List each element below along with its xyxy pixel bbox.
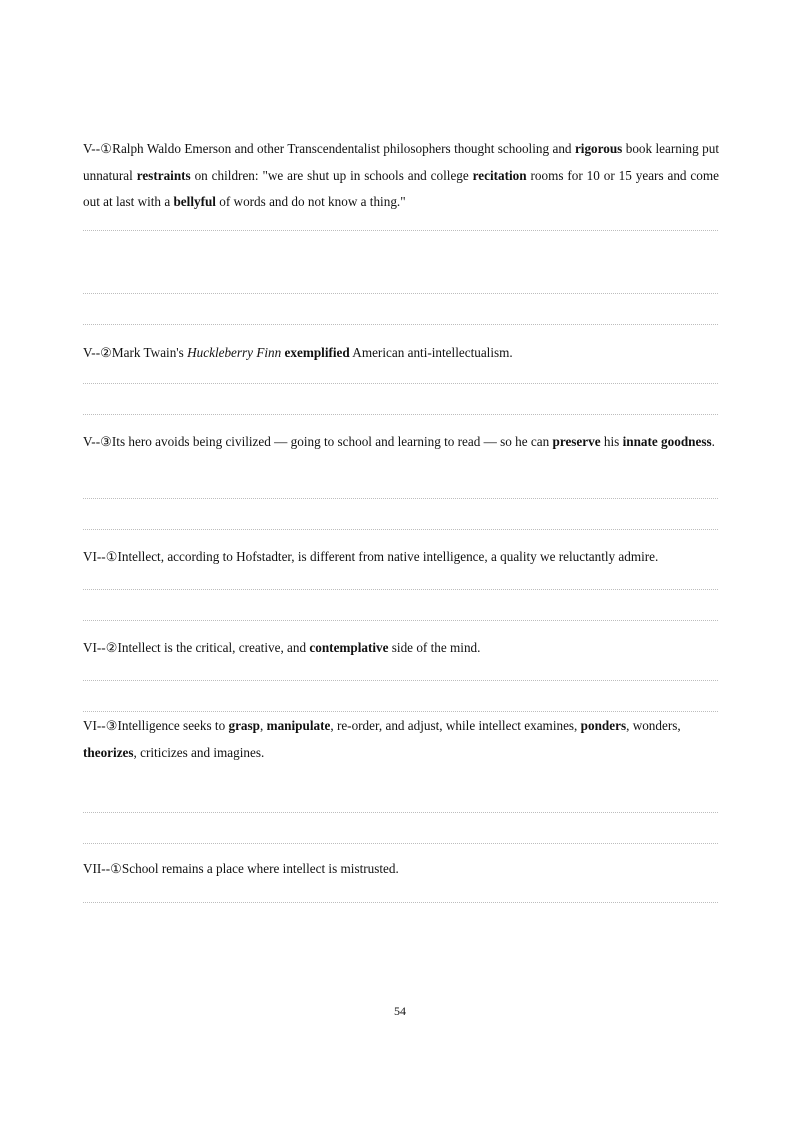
sentence-text: V--②Mark Twain's xyxy=(83,345,188,360)
answer-line xyxy=(83,620,718,621)
sentence-text: , re-order, and adjust, while intellect examines, xyxy=(330,718,581,733)
bold-keyword: grasp xyxy=(228,718,260,733)
answer-line xyxy=(83,680,718,681)
bold-keyword: exemplified xyxy=(284,345,350,360)
bold-keyword: preserve xyxy=(552,434,601,449)
sentence-text: , criticizes and imagines. xyxy=(133,744,265,760)
answer-line xyxy=(83,230,718,231)
sentence-text: side of the mind. xyxy=(388,640,481,655)
sentence-vi-2 xyxy=(83,635,719,662)
sentence-vii-1 xyxy=(83,856,719,883)
sentence-text: . xyxy=(711,434,715,449)
sentence-text: VI--②Intellect is the critical, creative, and xyxy=(83,640,310,655)
sentence-text: of words and do not know a thing." xyxy=(215,194,406,209)
italic-title: Huckleberry Finn xyxy=(187,345,282,360)
bold-keyword: manipulate xyxy=(266,718,331,733)
bold-keyword: recitation xyxy=(472,167,527,183)
sentence-text: American anti-intellectualism. xyxy=(349,345,513,360)
bold-keyword: bellyful xyxy=(173,194,216,209)
sentence-text: , xyxy=(260,718,267,733)
sentence-text: , wonders, xyxy=(626,718,681,733)
answer-line xyxy=(83,843,718,844)
answer-line xyxy=(83,529,718,530)
bold-keyword: ponders xyxy=(580,718,627,733)
sentence-vi-3 xyxy=(83,713,719,766)
page-number: 54 xyxy=(394,1004,406,1018)
sentence-v-1 xyxy=(83,136,719,216)
answer-line xyxy=(83,812,718,813)
sentence-text: his xyxy=(600,434,623,449)
sentence-v-3 xyxy=(83,429,719,456)
answer-line xyxy=(83,383,718,384)
bold-keyword: rigorous xyxy=(574,141,623,156)
sentence-v-2 xyxy=(83,340,719,367)
bold-keyword: restraints xyxy=(136,167,191,183)
answer-line xyxy=(83,711,718,712)
sentence-vi-1 xyxy=(83,544,719,571)
answer-line xyxy=(83,498,718,499)
sentence-text: VII--①School remains a place where intellect is mistrusted. xyxy=(83,861,399,876)
answer-line xyxy=(83,589,718,590)
answer-line xyxy=(83,414,718,415)
sentence-text: on children: "we are shut up in schools and college xyxy=(190,167,473,183)
answer-line xyxy=(83,902,718,903)
sentence-text: rooms for 10 or 15 years and come out at last with a xyxy=(83,167,719,209)
sentence-text: VI--①Intellect, according to Hofstadter, is different from native intelligence, a quality we reluctantly admire. xyxy=(83,549,659,564)
sentence-text: book learning put unnatural xyxy=(83,141,719,183)
bold-keyword: theorizes xyxy=(83,744,134,760)
sentence-text: V--③Its hero avoids being civilized — going to school and learning to read — so he can xyxy=(83,434,553,449)
sentence-text: V--①Ralph Waldo Emerson and other Transcendentalist philosophers thought schooling and xyxy=(83,141,575,156)
sentence-text: VI--③Intelligence seeks to xyxy=(83,718,229,733)
bold-keyword: innate goodness xyxy=(622,434,712,449)
answer-line xyxy=(83,293,718,294)
answer-line xyxy=(83,324,718,325)
bold-keyword: contemplative xyxy=(309,640,389,655)
